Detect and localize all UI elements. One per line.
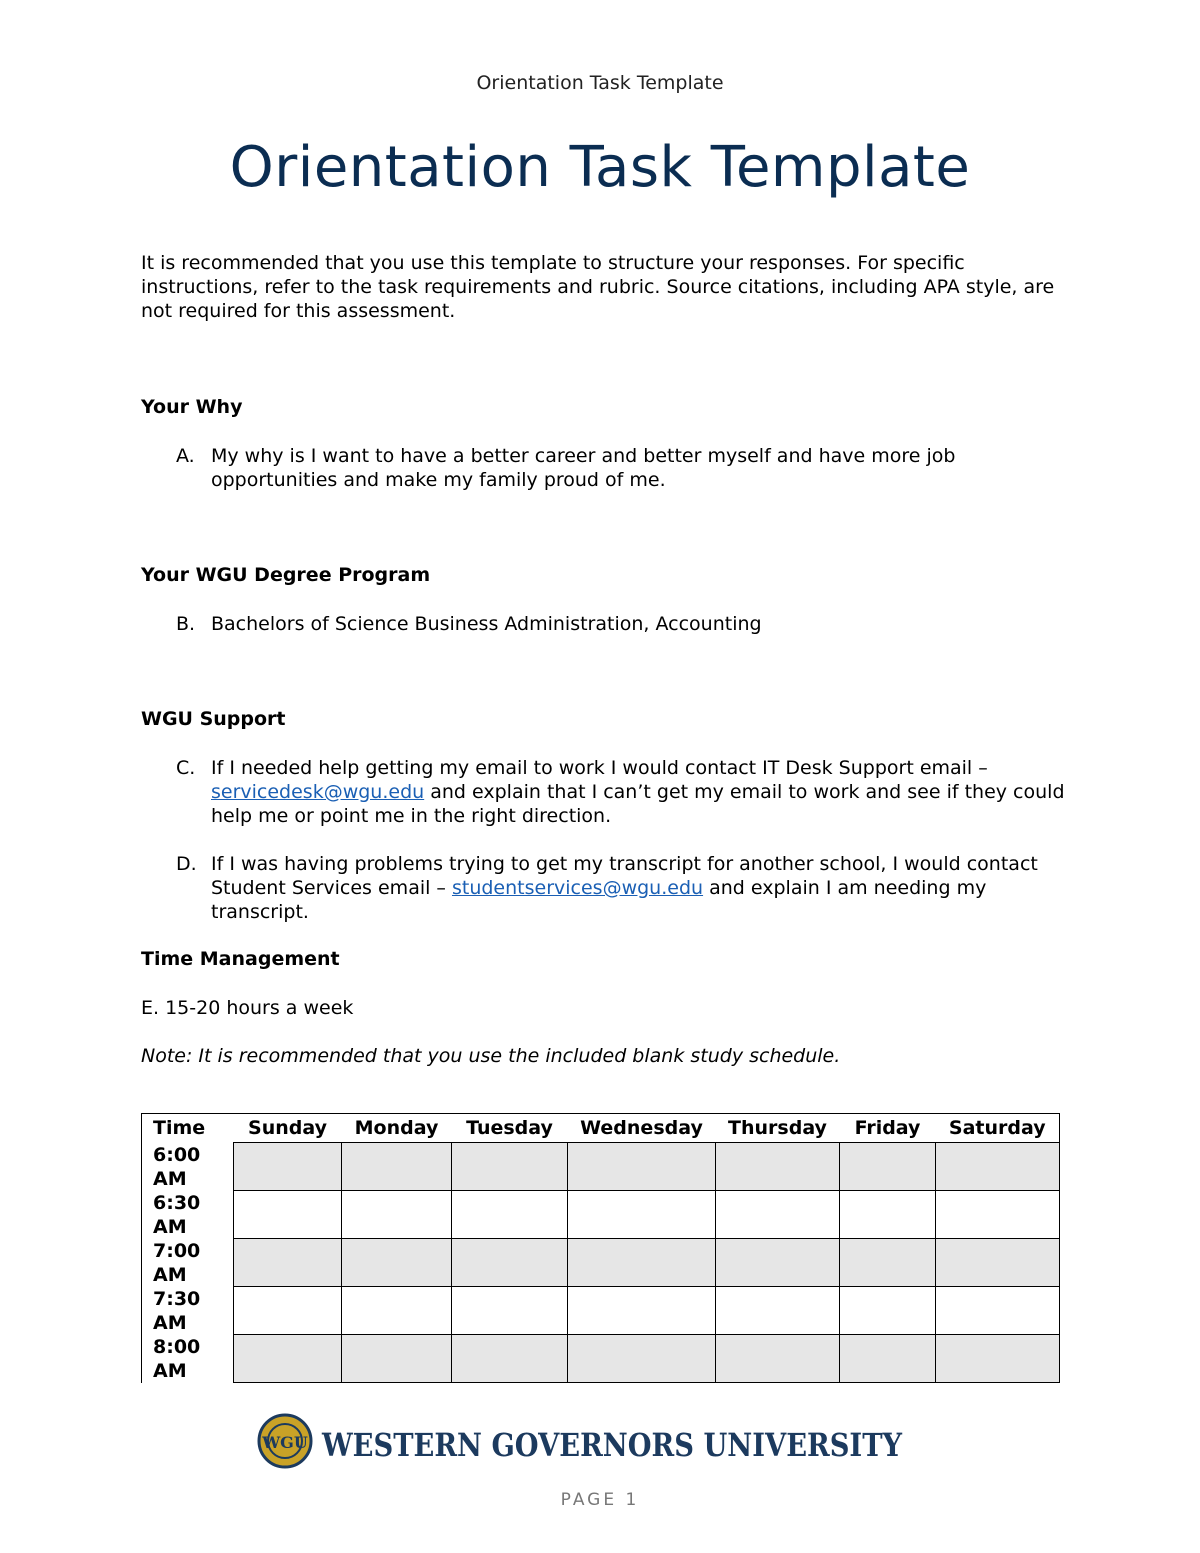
col-header-friday: Friday <box>840 1114 936 1143</box>
time-cell <box>142 1239 234 1287</box>
schedule-slot[interactable] <box>716 1191 840 1239</box>
schedule-slot[interactable] <box>568 1143 716 1191</box>
col-header-sunday: Sunday <box>234 1114 342 1143</box>
schedule-slot[interactable] <box>568 1335 716 1383</box>
list-item-d <box>176 852 1076 924</box>
studentservices-email-link[interactable]: studentservices@wgu.edu <box>451 877 704 899</box>
schedule-slot[interactable] <box>342 1143 452 1191</box>
schedule-slot[interactable] <box>716 1239 840 1287</box>
item-text <box>211 756 1076 828</box>
table-row <box>142 1239 1060 1287</box>
schedule-slot[interactable] <box>568 1287 716 1335</box>
item-letter: B. <box>176 613 196 635</box>
schedule-slot[interactable] <box>342 1287 452 1335</box>
time-cell <box>142 1335 234 1383</box>
time-period: AM <box>153 1311 187 1334</box>
running-header: Orientation Task Template <box>476 72 724 94</box>
table-row <box>142 1287 1060 1335</box>
item-text-before: If I was having problems trying to get my transcript for another school, I would contact Student Services email – <box>211 853 1038 899</box>
time-label: 7:00 <box>153 1239 201 1262</box>
wgu-logo <box>258 1412 908 1470</box>
col-header-monday: Monday <box>342 1114 452 1143</box>
svg-text:WGU: WGU <box>262 1433 308 1452</box>
heading-wgu-support: WGU Support <box>141 708 286 730</box>
schedule-slot[interactable] <box>716 1335 840 1383</box>
schedule-slot[interactable] <box>342 1335 452 1383</box>
heading-your-why: Your Why <box>141 396 243 418</box>
schedule-slot[interactable] <box>452 1287 568 1335</box>
col-header-tuesday: Tuesday <box>452 1114 568 1143</box>
schedule-slot[interactable] <box>840 1287 936 1335</box>
schedule-slot[interactable] <box>936 1287 1060 1335</box>
table-row <box>142 1191 1060 1239</box>
document-title: Orientation Task Template <box>229 135 971 200</box>
schedule-slot[interactable] <box>234 1335 342 1383</box>
schedule-slot[interactable] <box>936 1335 1060 1383</box>
schedule-slot[interactable] <box>342 1191 452 1239</box>
list-item-b <box>176 612 1076 636</box>
schedule-slot[interactable] <box>234 1239 342 1287</box>
col-header-saturday: Saturday <box>936 1114 1060 1143</box>
time-cell <box>142 1191 234 1239</box>
time-period: AM <box>153 1215 187 1238</box>
item-letter: D. <box>176 853 197 875</box>
schedule-slot[interactable] <box>840 1191 936 1239</box>
item-letter: C. <box>176 757 196 779</box>
heading-degree-program: Your WGU Degree Program <box>141 564 431 586</box>
page-number: PAGE 1 <box>560 1490 640 1510</box>
time-cell <box>142 1143 234 1191</box>
schedule-slot[interactable] <box>452 1335 568 1383</box>
schedule-slot[interactable] <box>716 1143 840 1191</box>
schedule-slot[interactable] <box>716 1287 840 1335</box>
schedule-slot[interactable] <box>840 1143 936 1191</box>
logo-wordmark: WESTERN GOVERNORS UNIVERSITY <box>321 1426 903 1464</box>
item-text-after: and explain that I can’t get my email to work and see if they could help me or point me in the right direction. <box>211 781 1065 827</box>
schedule-slot[interactable] <box>936 1239 1060 1287</box>
study-schedule-table <box>141 1113 1060 1383</box>
schedule-slot[interactable] <box>234 1287 342 1335</box>
time-period: AM <box>153 1167 187 1190</box>
col-header-thursday: Thursday <box>716 1114 840 1143</box>
wgu-seal-icon <box>258 1412 908 1470</box>
table-row <box>142 1143 1060 1191</box>
schedule-header-row <box>142 1114 1060 1143</box>
schedule-note: Note: It is recommended that you use the included blank study schedule. <box>141 1045 841 1067</box>
item-text-before: If I needed help getting my email to work I would contact IT Desk Support email – <box>211 757 988 779</box>
schedule-slot[interactable] <box>452 1143 568 1191</box>
schedule-slot[interactable] <box>452 1239 568 1287</box>
intro-paragraph: It is recommended that you use this template to structure your responses. For specific instructions, refer to the task requirements and rubric. Source citations, including APA style, are not required for this assessment. <box>141 252 1055 322</box>
item-text <box>211 852 1076 924</box>
col-header-wednesday: Wednesday <box>568 1114 716 1143</box>
hours-answer: E. 15-20 hours a week <box>141 997 354 1019</box>
schedule-slot[interactable] <box>452 1191 568 1239</box>
list-item-a <box>176 444 1076 492</box>
time-label: 6:00 <box>153 1143 201 1166</box>
schedule-slot[interactable] <box>234 1191 342 1239</box>
schedule-slot[interactable] <box>840 1335 936 1383</box>
col-header-time: Time <box>142 1114 234 1143</box>
time-period: AM <box>153 1263 187 1286</box>
servicedesk-email-link[interactable]: servicedesk@wgu.edu <box>211 781 425 803</box>
time-label: 6:30 <box>153 1191 201 1214</box>
table-row <box>142 1335 1060 1383</box>
time-label: 7:30 <box>153 1287 201 1310</box>
schedule-slot[interactable] <box>936 1191 1060 1239</box>
list-item-c <box>176 756 1076 828</box>
schedule-slot[interactable] <box>568 1191 716 1239</box>
item-letter: A. <box>176 445 195 467</box>
schedule-slot[interactable] <box>234 1143 342 1191</box>
time-period: AM <box>153 1359 187 1382</box>
time-label: 8:00 <box>153 1335 201 1358</box>
item-text: My why is I want to have a better career and better myself and have more job opportunities and make my family proud of me. <box>211 445 956 491</box>
heading-time-management: Time Management <box>141 948 340 970</box>
schedule-slot[interactable] <box>936 1143 1060 1191</box>
item-text: Bachelors of Science Business Administration, Accounting <box>211 613 762 635</box>
schedule-slot[interactable] <box>568 1239 716 1287</box>
schedule-slot[interactable] <box>342 1239 452 1287</box>
time-cell <box>142 1287 234 1335</box>
item-text-after: and explain I am needing my transcript. <box>211 877 987 923</box>
schedule-slot[interactable] <box>840 1239 936 1287</box>
